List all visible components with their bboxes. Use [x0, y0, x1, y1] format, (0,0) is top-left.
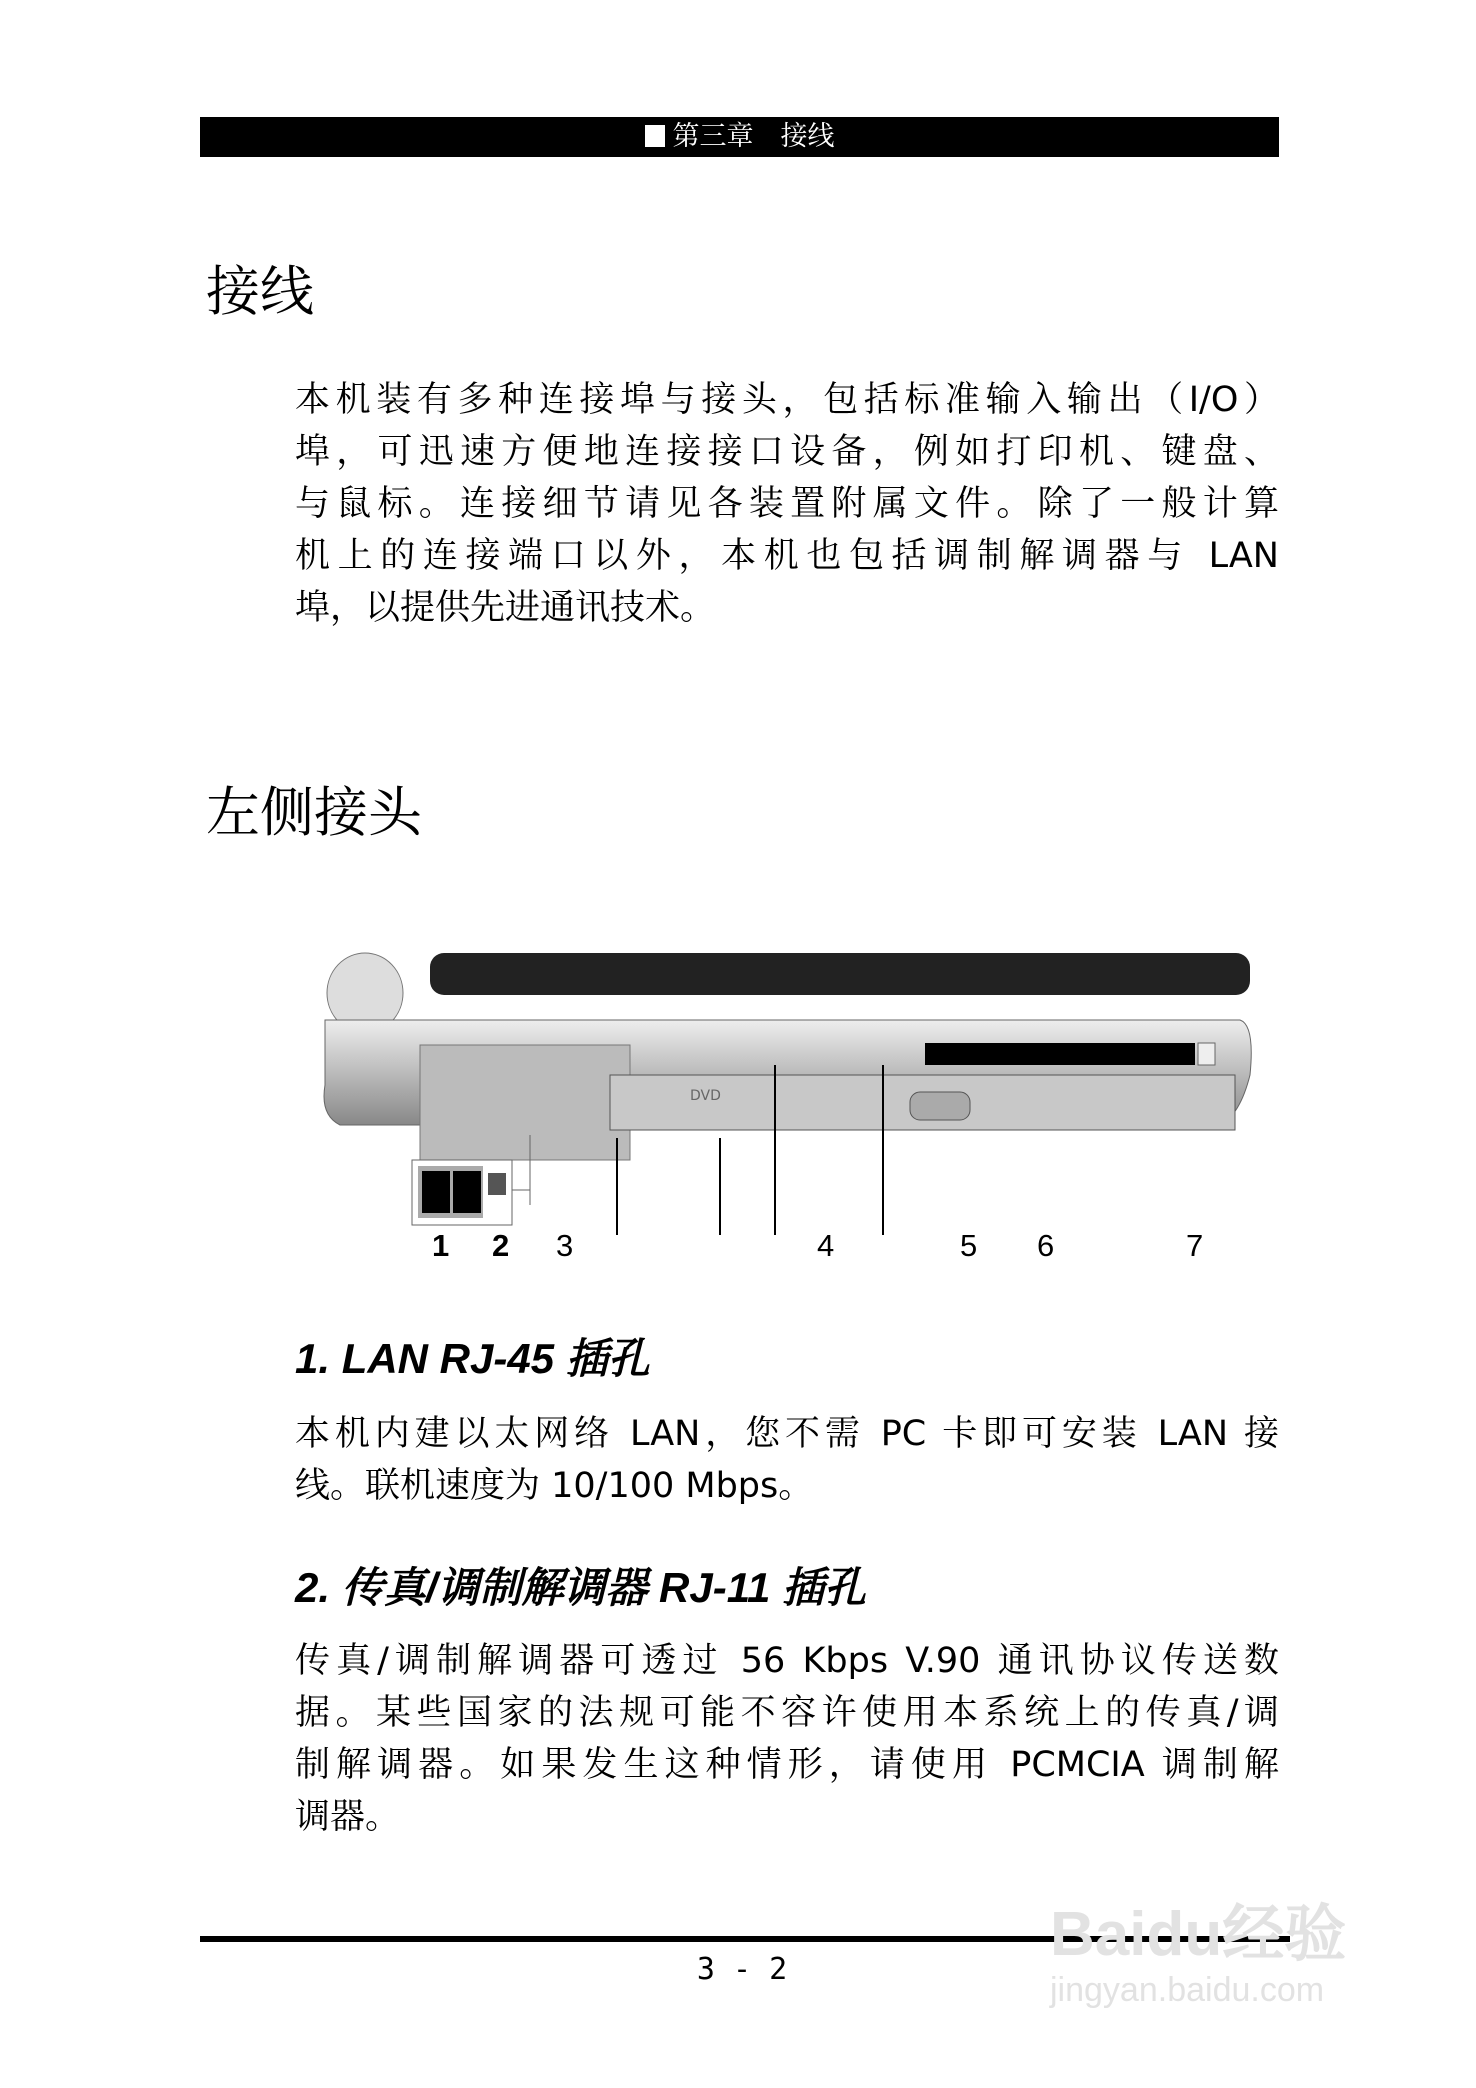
paragraph-line: 本机装有多种连接埠与接头，包括标准输入输出（I/O） — [295, 380, 1279, 420]
intro-paragraph — [295, 374, 1279, 634]
laptop-left-side-figure — [320, 935, 1260, 1275]
watermark-url: jingyan.baidu.com — [1050, 1971, 1325, 2009]
pc-card-eject — [1198, 1043, 1215, 1065]
callout-4: 4 — [817, 1228, 835, 1263]
paragraph-line: 本机内建以太网络 LAN，您不需 PC 卡即可安装 LAN 接 — [295, 1414, 1279, 1454]
paragraph-line: 据。某些国家的法规可能不容许使用本系统上的传真/调 — [295, 1693, 1279, 1733]
section-title-left-connectors: 左侧接头 — [206, 781, 422, 844]
rj45-jack — [422, 1171, 450, 1213]
page-number: 3 - 2 — [696, 1952, 788, 1987]
item1-title: 1. LAN RJ-45 插孔 — [295, 1335, 650, 1382]
callout-7: 7 — [1186, 1228, 1204, 1263]
callout-6: 6 — [1037, 1228, 1055, 1263]
callout-1: 1 — [432, 1228, 450, 1263]
paragraph-line: 埠，以提供先进通讯技术。 — [295, 588, 716, 628]
item2-title: 2. 传真/调制解调器 RJ-11 插孔 — [295, 1564, 866, 1611]
callout-3: 3 — [556, 1228, 574, 1263]
paragraph-line: 埠，可迅速方便地连接接口设备，例如打印机、键盘、 — [295, 432, 1279, 472]
section-title-connections: 接线 — [206, 260, 314, 323]
paragraph-line: 线。联机速度为 10/100 Mbps。 — [295, 1466, 814, 1506]
chapter-title: 第三章 接线 — [672, 121, 835, 152]
callout-5: 5 — [960, 1228, 978, 1263]
chapter-header — [200, 117, 1279, 157]
paragraph-line: 与鼠标。连接细节请见各装置附属文件。除了一般计算 — [295, 484, 1279, 524]
paragraph-line: 机上的连接端口以外，本机也包括调制解调器与 LAN — [295, 536, 1279, 576]
item2-paragraph — [295, 1635, 1279, 1843]
callout-2: 2 — [492, 1228, 510, 1263]
square-bullet-icon — [645, 125, 665, 147]
paragraph-line: 制解调器。如果发生这种情形，请使用 PCMCIA 调制解 — [295, 1745, 1279, 1785]
port-panel — [420, 1045, 630, 1160]
callout-labels — [320, 1228, 1260, 1268]
watermark — [1050, 1900, 1346, 2010]
lid — [430, 953, 1250, 995]
rj11-jack — [453, 1171, 481, 1213]
dvd-label: DVD — [690, 1088, 721, 1104]
paragraph-line: 传真/调制解调器可透过 56 Kbps V.90 通讯协议传送数 — [295, 1641, 1279, 1681]
watermark-brand: Baidu经验 — [1050, 1900, 1347, 1969]
eject-button — [910, 1092, 970, 1120]
paragraph-line: 调器。 — [295, 1797, 401, 1837]
pc-card-slot — [925, 1043, 1195, 1065]
ieee1394-port — [488, 1173, 506, 1195]
item1-paragraph — [295, 1408, 1279, 1512]
